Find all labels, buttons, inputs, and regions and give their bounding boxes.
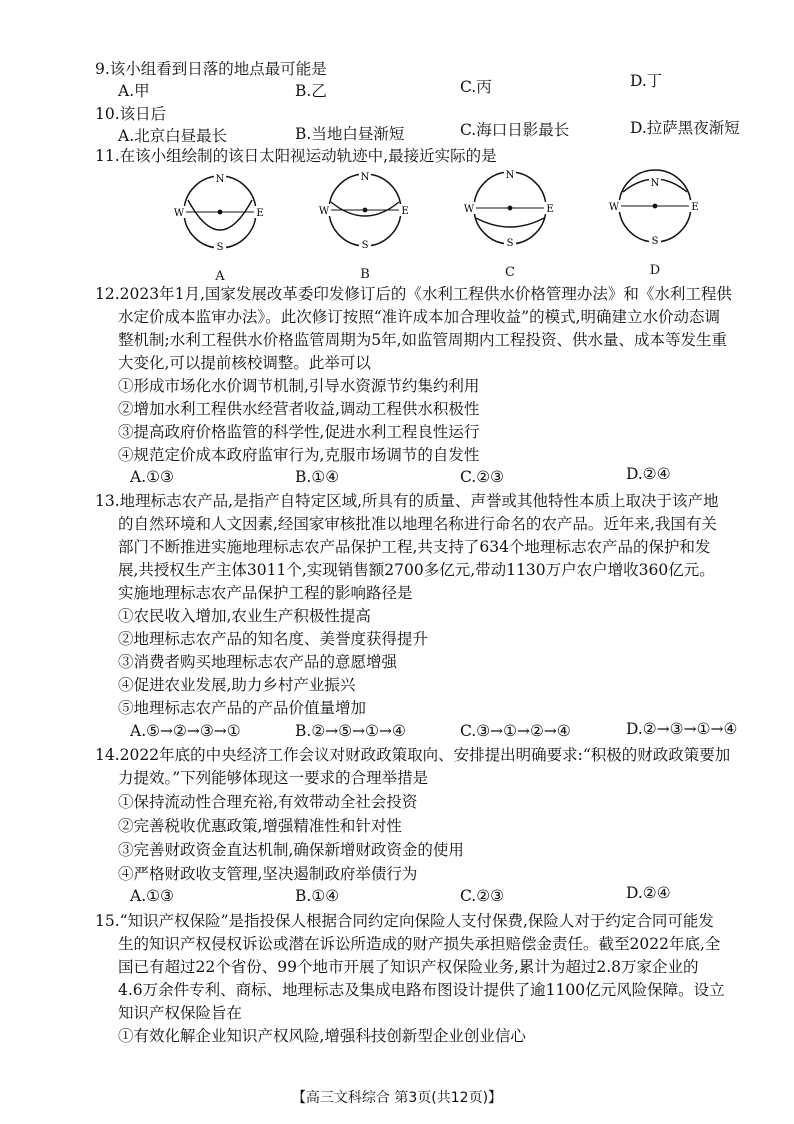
- compass-s: S: [506, 238, 514, 249]
- compass-e: E: [691, 202, 699, 213]
- q13-option-a: A.⑤→②→③→①: [130, 722, 241, 740]
- q15-line-2: 生的知识产权侵权诉讼或潜在诉讼所造成的财产损失承担赔偿金责任。截至2022年底,全: [118, 935, 721, 953]
- diagram-c: [460, 166, 560, 278]
- page-footer: 【高三文科综合 第3页(共12页)】: [291, 1090, 503, 1106]
- compass-n: N: [360, 172, 370, 183]
- q9-option-c: C.丙: [460, 78, 492, 96]
- observer-dot: [508, 206, 513, 211]
- q10-option-b: B.当地白昼渐短: [295, 125, 405, 143]
- compass-s: S: [216, 242, 224, 253]
- q14-option-d: D.②④: [626, 884, 671, 902]
- q13-line-4: 展,共授权生产主体3011个,实现销售额2700多亿元,带动1130万户农户增收360亿元。: [118, 561, 715, 579]
- q12-option-c: C.②③: [460, 468, 505, 486]
- compass-e: E: [256, 208, 264, 219]
- compass-e: E: [546, 204, 554, 215]
- q14-item-3: ③完善财政资金直达机制,确保新增财政资金的使用: [118, 841, 464, 859]
- q14-item-4: ④严格财政收支管理,坚决遏制政府举债行为: [118, 865, 418, 883]
- q12-option-b: B.①④: [295, 468, 340, 486]
- q14-option-c: C.②③: [460, 887, 505, 905]
- q13-line-3: 部门不断推进实施地理标志农产品保护工程,共支持了634个地理标志农产品的保护和发: [118, 538, 711, 556]
- diagram-a-svg: [170, 170, 270, 262]
- q13-line-1: 13.地理标志农产品,是指产自特定区域,所具有的质量、声誉或其他特性本质上取决于该产地: [95, 492, 719, 510]
- compass-n: N: [505, 170, 515, 181]
- q12-item-4: ④规范定价成本政府监审行为,克服市场调节的自发性: [118, 446, 480, 464]
- compass-n: N: [650, 178, 660, 189]
- q9-option-a: A.甲: [118, 82, 150, 100]
- q10-option-c: C.海口日影最长: [460, 121, 570, 139]
- q15-line-3: 国已有超过22个省份、99个地市开展了知识产权保险业务,累计为超过2.8万家企业的: [118, 958, 699, 976]
- q13-item-4: ④促进农业发展,助力乡村产业振兴: [118, 676, 356, 694]
- compass-n: N: [215, 174, 225, 185]
- diagram-d: [605, 164, 705, 276]
- diagram-d-svg: [605, 164, 705, 256]
- q12-line-1: 12.2023年1月,国家发展改革委印发修订后的《水利工程供水价格管理办法》和《水利工程供: [95, 285, 732, 303]
- q13-line-2: 的自然环境和人文因素,经国家审核批准以地理名称进行命名的农产品。近年来,我国有关: [118, 515, 717, 533]
- q12-item-2: ②增加水利工程供水经营者收益,调动工程供水积极性: [118, 400, 480, 418]
- q12-option-a: A.①③: [130, 468, 174, 486]
- q9-stem: 9.该小组看到日落的地点最可能是: [95, 60, 327, 78]
- sun-path-curve: [188, 200, 252, 230]
- diagram-a: [170, 170, 270, 282]
- q12-line-4: 大变化,可以提前核校调整。此举可以: [118, 354, 371, 372]
- sun-path-diagrams: [160, 164, 780, 284]
- q11-stem: 11.在该小组绘制的该日太阳视运动轨迹中,最接近实际的是: [95, 147, 497, 165]
- q15-line-5: 知识产权保险旨在: [118, 1004, 243, 1022]
- q13-option-d: D.②→③→①→④: [626, 720, 738, 738]
- q12-line-2: 水定价成本监审办法》。此次修订按照“准许成本加合理收益”的模式,明确建立水价动态调: [118, 308, 721, 326]
- q15-line-1: 15.“知识产权保险”是指投保人根据合同约定向保险人支付保费,保险人对于约定合同可能发: [95, 912, 714, 930]
- q13-item-1: ①农民收入增加,农业生产积极性提高: [118, 607, 371, 625]
- observer-dot: [218, 210, 223, 215]
- q15-item-1: ①有效化解企业知识产权风险,增强科技创新型企业创业信心: [118, 1027, 526, 1045]
- q9-option-b: B.乙: [295, 82, 327, 100]
- q13-item-5: ⑤地理标志农产品的产品价值量增加: [118, 699, 367, 717]
- q9-option-d: D.丁: [630, 72, 663, 90]
- q13-item-3: ③消费者购买地理标志农产品的意愿增强: [118, 653, 398, 671]
- q12-item-1: ①形成市场化水价调节机制,引导水资源节约集约利用: [118, 377, 480, 395]
- q13-option-b: B.②→⑤→①→④: [295, 722, 406, 740]
- q10-stem: 10.该日后: [95, 105, 167, 123]
- compass-e: E: [401, 206, 409, 217]
- observer-dot: [363, 208, 368, 213]
- compass-w: W: [463, 204, 475, 215]
- compass-w: W: [173, 208, 185, 219]
- q14-line-1: 14.2022年底的中央经济工作会议对财政政策取向、安排提出明确要求:“积极的财政政策要加: [95, 746, 731, 764]
- q13-item-2: ②地理标志农产品的知名度、美誉度获得提升: [118, 630, 429, 648]
- diagram-b-svg: [315, 168, 415, 260]
- q12-line-3: 整机制;水利工程供水价格监管周期为5年,如监管周期内工程投资、供水量、成本等发生重: [118, 331, 728, 349]
- q13-option-c: C.③→①→②→④: [460, 722, 571, 740]
- compass-w: W: [318, 206, 330, 217]
- q10-option-d: D.拉萨黑夜渐短: [630, 119, 740, 137]
- q14-option-b: B.①④: [295, 887, 340, 905]
- q13-line-5: 实施地理标志农产品保护工程的影响路径是: [118, 584, 413, 602]
- compass-w: W: [608, 202, 620, 213]
- q14-option-a: A.①③: [130, 887, 174, 905]
- q14-line-2: 力提效。”下列能够体现这一要求的合理举措是: [118, 769, 429, 787]
- q10-option-a: A.北京白昼最长: [118, 127, 228, 145]
- q12-option-d: D.②④: [626, 465, 671, 483]
- q15-line-4: 4.6万余件专利、商标、地理标志及集成电路布图设计提供了逾1100亿元风险保障。设立: [118, 981, 725, 999]
- diagram-c-svg: [460, 166, 560, 258]
- q12-item-3: ③提高政府价格监管的科学性,促进水利工程良性运行: [118, 423, 480, 441]
- diagram-b-label: B: [360, 267, 370, 282]
- diagram-b: [315, 168, 415, 280]
- compass-s: S: [651, 236, 659, 247]
- diagram-c-label: C: [505, 265, 515, 280]
- q14-item-1: ①保持流动性合理充裕,有效带动全社会投资: [118, 793, 418, 811]
- diagram-d-label: D: [649, 263, 661, 278]
- observer-dot: [653, 204, 658, 209]
- sun-path-curve: [476, 218, 544, 227]
- q14-item-2: ②完善税收优惠政策,增强精准性和针对性: [118, 817, 402, 835]
- compass-s: S: [361, 240, 369, 251]
- diagram-a-label: A: [215, 269, 225, 284]
